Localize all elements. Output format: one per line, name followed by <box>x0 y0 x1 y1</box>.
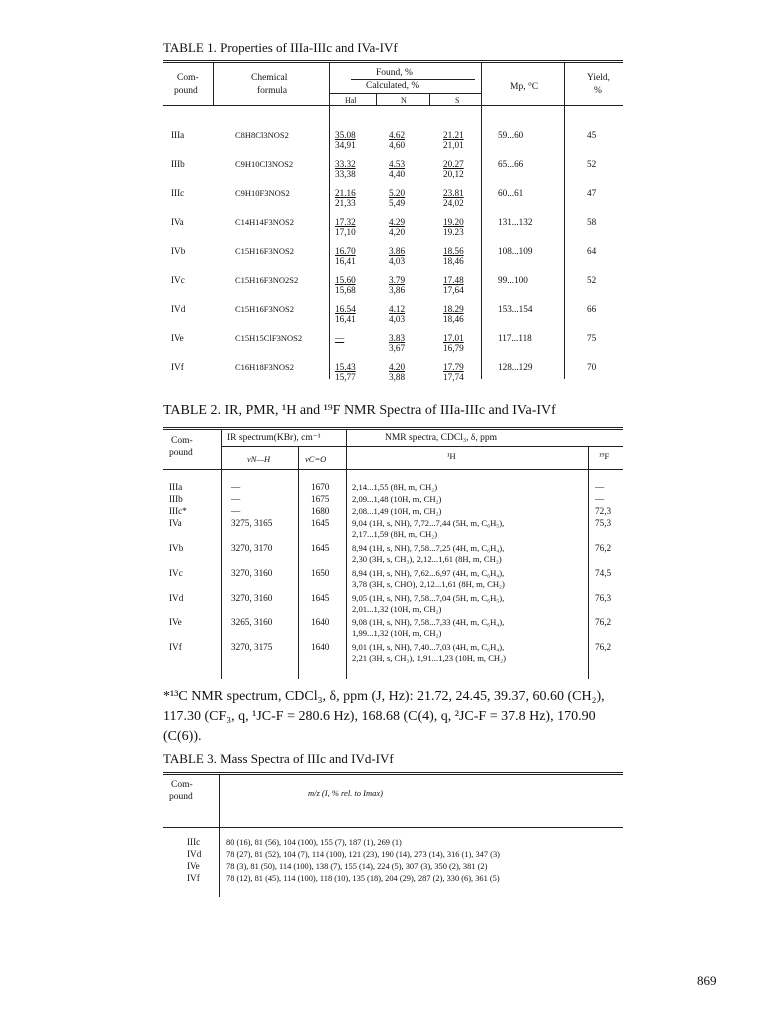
t2-f-nmr: — <box>595 482 605 492</box>
t3-head-compound-2: pound <box>169 792 193 802</box>
t1-head-yield-1: Yield, <box>587 73 610 83</box>
t2-nh: 3270, 3170 <box>231 543 273 553</box>
t1-yield: 45 <box>587 130 597 140</box>
t1-s-calc: 17,74 <box>443 372 464 382</box>
page-number: 869 <box>697 973 717 988</box>
t1-head-n: N <box>401 96 407 105</box>
t1-s-found: 23.81 <box>443 188 464 198</box>
t2-h-nmr: 9,05 (1H, s, NH), 7,58...7,04 (5H, m, C₆H₅), <box>352 593 505 603</box>
t1-hal-calc: 15,77 <box>335 372 356 382</box>
t1-compound: IVf <box>171 362 184 372</box>
t2-nh: — <box>231 482 241 492</box>
t1-mp: 65...66 <box>498 159 524 169</box>
t2-f-nmr: 76,2 <box>595 617 612 627</box>
t1-n-calc: 4,03 <box>389 314 406 324</box>
t2-h-nmr: 2,21 (3H, s, CH₃), 1,91...1,23 (10H, m, CH₂) <box>352 653 506 663</box>
t2-f-nmr: 74,5 <box>595 568 612 578</box>
t1-formula: C9H10Cl3NOS2 <box>235 159 294 169</box>
t1-s-found: 17.48 <box>443 275 464 285</box>
t2-head-co: νC=O <box>305 454 327 464</box>
t2-compound: IVc <box>169 568 183 578</box>
t1-formula: C15H16F3NOS2 <box>235 246 295 256</box>
t1-n-calc: 3,86 <box>389 285 406 295</box>
t3-compound: IVd <box>187 849 202 859</box>
t1-n-calc: 4,60 <box>389 140 406 150</box>
t2-h-nmr: 9,08 (1H, s, NH), 7,58...7,33 (4H, m, C₆H₄), <box>352 617 505 627</box>
t1-head-s: S <box>455 96 460 105</box>
t3-compound: IIIc <box>187 837 201 847</box>
t1-s-calc: 16,79 <box>443 343 464 353</box>
t3-spectrum: 80 (16), 81 (56), 104 (100), 155 (7), 187 (1), 269 (1) <box>226 838 402 847</box>
t2-compound: IVe <box>169 617 182 627</box>
footnote-line-2: 117.30 (CF₃, q, ¹JC-F = 280.6 Hz), 168.68 (C(4), q, ²JC-F = 37.8 Hz), 170.90 <box>163 709 596 724</box>
footnote <box>163 687 623 747</box>
t1-compound: IIIb <box>171 159 185 169</box>
t2-h-nmr: 2,14...1,55 (8H, m, CH₂) <box>352 482 438 492</box>
t2-co: 1645 <box>311 543 330 553</box>
t1-hal-found: 17.32 <box>335 217 356 227</box>
t2-h-nmr: 2,01...1,32 (10H, m, CH₂) <box>352 604 442 614</box>
t1-head-mp: Mp, °C <box>510 82 539 92</box>
t2-h-nmr: 3,78 (3H, s, CHO), 2,12...1,61 (8H, m, CH₂) <box>352 579 505 589</box>
t2-nh: — <box>231 506 241 516</box>
t2-compound: IVb <box>169 543 184 553</box>
t1-compound: IVa <box>171 217 184 227</box>
t2-nh: 3265, 3160 <box>231 617 273 627</box>
t3-spectrum: 78 (27), 81 (52), 104 (7), 114 (100), 121 (23), 190 (14), 273 (14), 316 (1), 347 (3) <box>226 850 500 859</box>
t1-head-yield-2: % <box>594 86 602 96</box>
t1-compound: IIIa <box>171 130 185 140</box>
t1-mp: 108...109 <box>498 246 533 256</box>
t1-yield: 58 <box>587 217 597 227</box>
table3-caption: TABLE 3. Mass Spectra of IIIc and IVd-IVf <box>163 751 394 766</box>
t1-mp: 131...132 <box>498 217 533 227</box>
t1-compound: IIIc <box>171 188 185 198</box>
t1-n-found: 4.20 <box>389 362 406 372</box>
table1 <box>163 60 623 380</box>
t1-n-calc: 4,40 <box>389 169 406 179</box>
t1-hal-found: 15.43 <box>335 362 356 372</box>
t2-co: 1645 <box>311 593 330 603</box>
t2-co: 1675 <box>311 494 330 504</box>
t1-formula: C16H18F3NOS2 <box>235 362 295 372</box>
t2-co: 1645 <box>311 518 330 528</box>
t1-mp: 153...154 <box>498 304 533 314</box>
footnote-line-3: (C(6)). <box>163 729 202 744</box>
t2-co: 1670 <box>311 482 330 492</box>
t1-s-calc: 18,46 <box>443 314 464 324</box>
t2-h-nmr: 8,94 (1H, s, NH), 7,62...6,97 (4H, m, C₆H₄), <box>352 568 505 578</box>
t1-n-found: 4.62 <box>389 130 406 140</box>
t1-head-compound-2: pound <box>174 86 198 96</box>
footnote-line-1: *¹³C NMR spectrum, CDCl₃, δ, ppm (J, Hz): 21.72, 24.45, 39.37, 60.60 (CH₂), <box>163 689 605 704</box>
t2-head-nmr: NMR spectra, CDCl₃, δ, ppm <box>385 433 498 443</box>
table3 <box>163 772 623 897</box>
t1-s-found: 18.56 <box>443 246 464 256</box>
t1-n-calc: 4,03 <box>389 256 406 266</box>
t1-yield: 52 <box>587 159 597 169</box>
table1-caption: TABLE 1. Properties of IIIa-IIIc and IVa-IVf <box>163 40 398 55</box>
t1-hal-found: — <box>335 333 345 343</box>
t2-co: 1650 <box>311 568 330 578</box>
t1-n-found: 3.79 <box>389 275 406 285</box>
t1-head-formula-2: formula <box>257 86 288 96</box>
table2 <box>163 427 623 679</box>
t1-n-calc: 4,20 <box>389 227 406 237</box>
t1-yield: 66 <box>587 304 597 314</box>
t1-n-calc: 5,49 <box>389 198 406 208</box>
t2-h-nmr: 9,01 (1H, s, NH), 7,40...7,03 (4H, m, C₆H₄), <box>352 642 505 652</box>
table2-caption: TABLE 2. IR, PMR, ¹H and ¹⁹F NMR Spectra of IIIa-IIIc and IVa-IVf <box>163 403 556 418</box>
t2-h-nmr: 2,30 (3H, s, CH₃), 2,12...1,61 (8H, m, CH₂) <box>352 554 502 564</box>
t1-s-calc: 19.23 <box>443 227 464 237</box>
t1-n-found: 4.29 <box>389 217 406 227</box>
t1-head-found: Found, % <box>376 68 413 78</box>
t1-hal-calc: 15,68 <box>335 285 356 295</box>
t1-hal-calc: 21,33 <box>335 198 356 208</box>
t3-head-mz: m/z (I, % rel. to Imax) <box>308 788 383 798</box>
t2-compound: IIIb <box>169 494 183 504</box>
t1-yield: 52 <box>587 275 597 285</box>
t1-n-calc: 3,88 <box>389 372 406 382</box>
t1-compound: IVb <box>171 246 186 256</box>
t3-head-compound-1: Com- <box>171 780 193 790</box>
t1-formula: C15H16F3NO2S2 <box>235 275 299 285</box>
t1-yield: 47 <box>587 188 597 198</box>
t1-s-found: 18.29 <box>443 304 464 314</box>
t2-h-nmr: 1,99...1,32 (10H, m, CH₂) <box>352 628 442 638</box>
t1-hal-calc: 17,10 <box>335 227 356 237</box>
t1-hal-calc: 33,38 <box>335 169 356 179</box>
t2-compound: IVa <box>169 518 182 528</box>
t1-n-found: 4.53 <box>389 159 406 169</box>
t1-s-calc: 20,12 <box>443 169 464 179</box>
t1-compound: IVd <box>171 304 186 314</box>
t2-co: 1640 <box>311 642 330 652</box>
t1-hal-calc: 34,91 <box>335 140 356 150</box>
t2-compound: IVd <box>169 593 184 603</box>
t1-yield: 64 <box>587 246 597 256</box>
t1-s-found: 21.21 <box>443 130 464 140</box>
t2-h-nmr: 8,94 (1H, s, NH), 7,58...7,25 (4H, m, C₆H₄), <box>352 543 505 553</box>
t2-co: 1680 <box>311 506 330 516</box>
t2-h-nmr: 9,04 (1H, s, NH), 7,72...7,44 (5H, m, C₆H₅), <box>352 518 505 528</box>
t1-formula: C15H16F3NOS2 <box>235 304 295 314</box>
t2-h-nmr: 2,09...1,48 (10H, m, CH₂) <box>352 494 442 504</box>
t1-mp: 60...61 <box>498 188 524 198</box>
t1-s-calc: 17,64 <box>443 285 464 295</box>
t1-mp: 128...129 <box>498 362 533 372</box>
t2-head-1h: ¹H <box>447 451 456 461</box>
t1-n-found: 3.86 <box>389 246 406 256</box>
t2-f-nmr: 76,3 <box>595 593 612 603</box>
t1-s-found: 20.27 <box>443 159 464 169</box>
t2-h-nmr: 2,17...1,59 (8H, m, CH₂) <box>352 529 438 539</box>
t1-hal-found: 21.16 <box>335 188 356 198</box>
t3-compound: IVf <box>187 873 200 883</box>
t2-compound: IIIa <box>169 482 183 492</box>
t1-s-calc: 18,46 <box>443 256 464 266</box>
t2-f-nmr: 72,3 <box>595 506 612 516</box>
t1-n-found: 5.20 <box>389 188 406 198</box>
t2-head-nh: νN—H <box>247 454 271 464</box>
t1-head-compound-1: Com- <box>177 73 199 83</box>
t1-mp: 59...60 <box>498 130 524 140</box>
t1-mp: 117...118 <box>498 333 532 343</box>
t1-s-found: 17.01 <box>443 333 464 343</box>
t2-h-nmr: 2,08...1,49 (10H, m, CH₂) <box>352 506 442 516</box>
t1-yield: 70 <box>587 362 597 372</box>
t2-f-nmr: 75,3 <box>595 518 612 528</box>
t1-head-formula-1: Chemical <box>251 73 288 83</box>
t1-compound: IVc <box>171 275 185 285</box>
t2-co: 1640 <box>311 617 330 627</box>
t1-yield: 75 <box>587 333 597 343</box>
t1-hal-found: 15.60 <box>335 275 356 285</box>
t1-hal-found: 16.70 <box>335 246 356 256</box>
t2-head-ir: IR spectrum(KBr), cm⁻¹ <box>227 433 321 443</box>
t1-hal-calc: 16,41 <box>335 256 356 266</box>
t1-hal-found: 16.54 <box>335 304 356 314</box>
t1-n-found: 3.83 <box>389 333 406 343</box>
t2-nh: 3270, 3160 <box>231 593 273 603</box>
t1-formula: C8H8Cl3NOS2 <box>235 130 289 140</box>
t2-nh: 3275, 3165 <box>231 518 273 528</box>
t1-compound: IVe <box>171 333 184 343</box>
t1-n-found: 4.12 <box>389 304 406 314</box>
t3-spectrum: 78 (3), 81 (50), 114 (100), 138 (7), 155 (14), 224 (5), 307 (3), 350 (2), 381 (2) <box>226 862 488 871</box>
t2-f-nmr: 76,2 <box>595 543 612 553</box>
t1-formula: C9H10F3NOS2 <box>235 188 290 198</box>
t1-hal-found: 33.32 <box>335 159 356 169</box>
t1-s-calc: 21,01 <box>443 140 464 150</box>
t2-head-compound-2: pound <box>169 448 193 458</box>
t2-f-nmr: — <box>595 494 605 504</box>
t2-head-19f: ¹⁹F <box>599 451 610 461</box>
t1-n-calc: 3,67 <box>389 343 406 353</box>
t1-head-hal: Hal <box>345 96 357 105</box>
t1-s-found: 19.20 <box>443 217 464 227</box>
t2-compound: IVf <box>169 642 182 652</box>
t3-spectrum: 78 (12), 81 (45), 114 (100), 118 (10), 135 (18), 204 (29), 287 (2), 330 (6), 361 (5) <box>226 874 500 883</box>
t2-nh: — <box>231 494 241 504</box>
t2-nh: 3270, 3175 <box>231 642 273 652</box>
t1-head-calculated: Calculated, % <box>366 81 420 91</box>
t2-head-compound-1: Com- <box>171 436 193 446</box>
t1-mp: 99...100 <box>498 275 528 285</box>
t1-hal-calc: 16,41 <box>335 314 356 324</box>
t1-formula: C15H15ClF3NOS2 <box>235 333 303 343</box>
t1-s-calc: 24,02 <box>443 198 464 208</box>
t1-formula: C14H14F3NOS2 <box>235 217 295 227</box>
t1-s-found: 17.79 <box>443 362 464 372</box>
t2-f-nmr: 76,2 <box>595 642 612 652</box>
t2-compound: IIIc* <box>169 506 187 516</box>
t1-hal-found: 35.08 <box>335 130 356 140</box>
t2-nh: 3270, 3160 <box>231 568 273 578</box>
t3-compound: IVe <box>187 861 200 871</box>
